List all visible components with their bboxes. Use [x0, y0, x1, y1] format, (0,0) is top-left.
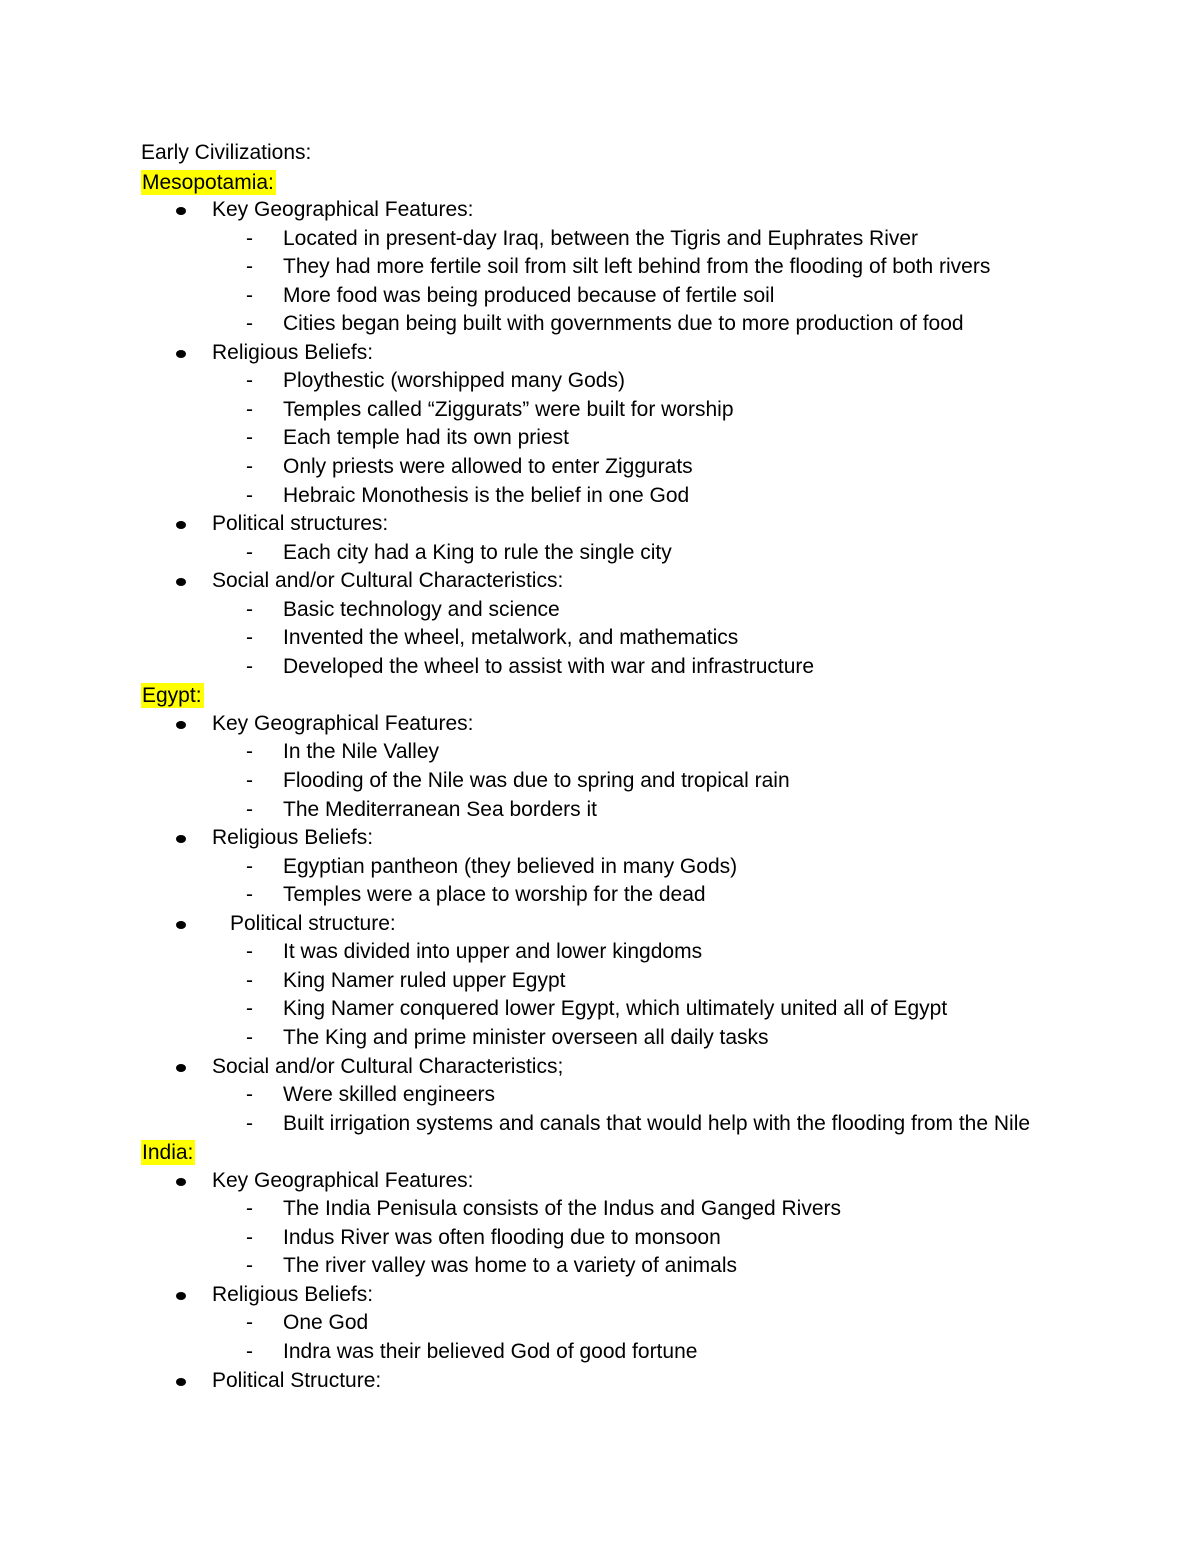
dash-icon: -: [246, 769, 253, 793]
list-item: - Developed the wheel to assist with war and infrastructure: [0, 653, 1200, 682]
list-item: - King Namer conquered lower Egypt, which ultimately united all of Egypt: [0, 995, 1200, 1024]
topic-heading: Social and/or Cultural Characteristics;: [0, 1053, 1200, 1082]
dash-icon: -: [246, 883, 253, 907]
topic-heading: Social and/or Cultural Characteristics:: [0, 567, 1200, 596]
dash-icon: -: [246, 654, 253, 678]
list-item: - Flooding of the Nile was due to spring and tropical rain: [0, 767, 1200, 796]
dash-icon: -: [246, 854, 253, 878]
topic-heading: Political structure:: [0, 910, 1200, 939]
section-label: India:: [142, 1141, 194, 1165]
list-item: - They had more fertile soil from silt left behind from the flooding of both rivers: [0, 253, 1200, 282]
list-item: - The river valley was home to a variety of animals: [0, 1252, 1200, 1281]
list-item: - Cities began being built with governments due to more production of food: [0, 310, 1200, 339]
dash-icon: -: [246, 597, 253, 621]
dash-icon: -: [246, 483, 253, 507]
dash-icon: -: [246, 1083, 253, 1107]
bullet-icon: [176, 578, 186, 586]
dash-icon: -: [246, 369, 253, 393]
list-item: - Each temple had its own priest: [0, 424, 1200, 453]
list-item: - Indus River was often flooding due to monsoon: [0, 1224, 1200, 1253]
bullet-icon: [176, 350, 186, 358]
topic-heading: Key Geographical Features:: [0, 1167, 1200, 1196]
bullet-icon: [176, 521, 186, 529]
topic-heading: Religious Beliefs:: [0, 339, 1200, 368]
dash-icon: -: [246, 1197, 253, 1221]
list-item: - The Mediterranean Sea borders it: [0, 796, 1200, 825]
list-item: - Basic technology and science: [0, 596, 1200, 625]
dash-icon: -: [246, 997, 253, 1021]
list-item: - Hebraic Monothesis is the belief in one God: [0, 482, 1200, 511]
dash-icon: -: [246, 968, 253, 992]
topic-heading: Political structures:: [0, 510, 1200, 539]
list-item: - Only priests were allowed to enter Ziggurats: [0, 453, 1200, 482]
list-item: - The India Penisula consists of the Indus and Ganged Rivers: [0, 1195, 1200, 1224]
bullet-icon: [176, 207, 186, 215]
section-label: Mesopotamia:: [142, 170, 274, 194]
section-egypt: [0, 681, 1200, 710]
dash-icon: -: [246, 426, 253, 450]
bullet-icon: [176, 721, 186, 729]
dash-icon: -: [246, 1311, 253, 1335]
dash-icon: -: [246, 797, 253, 821]
dash-icon: -: [246, 940, 253, 964]
dash-icon: -: [246, 226, 253, 250]
bullet-icon: [176, 921, 186, 929]
list-item: - King Namer ruled upper Egypt: [0, 967, 1200, 996]
dash-icon: -: [246, 255, 253, 279]
list-item: - Temples were a place to worship for the dead: [0, 881, 1200, 910]
list-item: - More food was being produced because of fertile soil: [0, 282, 1200, 311]
section-label: Egypt:: [142, 684, 202, 708]
bullet-icon: [176, 1178, 186, 1186]
dash-icon: -: [246, 283, 253, 307]
document-title: Early Civilizations:: [141, 141, 312, 164]
list-item: - Built irrigation systems and canals that would help with the flooding from the Nile: [0, 1110, 1200, 1139]
topic-heading: Religious Beliefs:: [0, 1281, 1200, 1310]
dash-icon: -: [246, 397, 253, 421]
dash-icon: -: [246, 740, 253, 764]
list-item: - Temples called “Ziggurats” were built for worship: [0, 396, 1200, 425]
list-item: - Ploythestic (worshipped many Gods): [0, 367, 1200, 396]
dash-icon: -: [246, 1025, 253, 1049]
list-item: - The King and prime minister overseen all daily tasks: [0, 1024, 1200, 1053]
topic-heading: Key Geographical Features:: [0, 196, 1200, 225]
dash-icon: -: [246, 626, 253, 650]
dash-icon: -: [246, 540, 253, 564]
document-page: [0, 139, 1200, 1395]
bullet-icon: [176, 1378, 186, 1386]
bullet-icon: [176, 835, 186, 843]
bullet-icon: [176, 1292, 186, 1300]
dash-icon: -: [246, 1225, 253, 1249]
list-item: - In the Nile Valley: [0, 738, 1200, 767]
bullet-icon: [176, 1064, 186, 1072]
section-india: [0, 1138, 1200, 1167]
dash-icon: -: [246, 312, 253, 336]
dash-icon: -: [246, 1111, 253, 1135]
dash-icon: -: [246, 1254, 253, 1278]
list-item: - Each city had a King to rule the single city: [0, 539, 1200, 568]
section-mesopotamia: [0, 168, 1200, 197]
list-item: - It was divided into upper and lower kingdoms: [0, 938, 1200, 967]
list-item: - One God: [0, 1309, 1200, 1338]
list-item: - Indra was their believed God of good fortune: [0, 1338, 1200, 1367]
dash-icon: -: [246, 455, 253, 479]
list-item: - Were skilled engineers: [0, 1081, 1200, 1110]
list-item: - Located in present-day Iraq, between the Tigris and Euphrates River: [0, 225, 1200, 254]
topic-heading: Religious Beliefs:: [0, 824, 1200, 853]
list-item: - Egyptian pantheon (they believed in many Gods): [0, 853, 1200, 882]
dash-icon: -: [246, 1339, 253, 1363]
topic-heading: Key Geographical Features:: [0, 710, 1200, 739]
topic-heading: Political Structure:: [0, 1367, 1200, 1396]
list-item: - Invented the wheel, metalwork, and mathematics: [0, 624, 1200, 653]
